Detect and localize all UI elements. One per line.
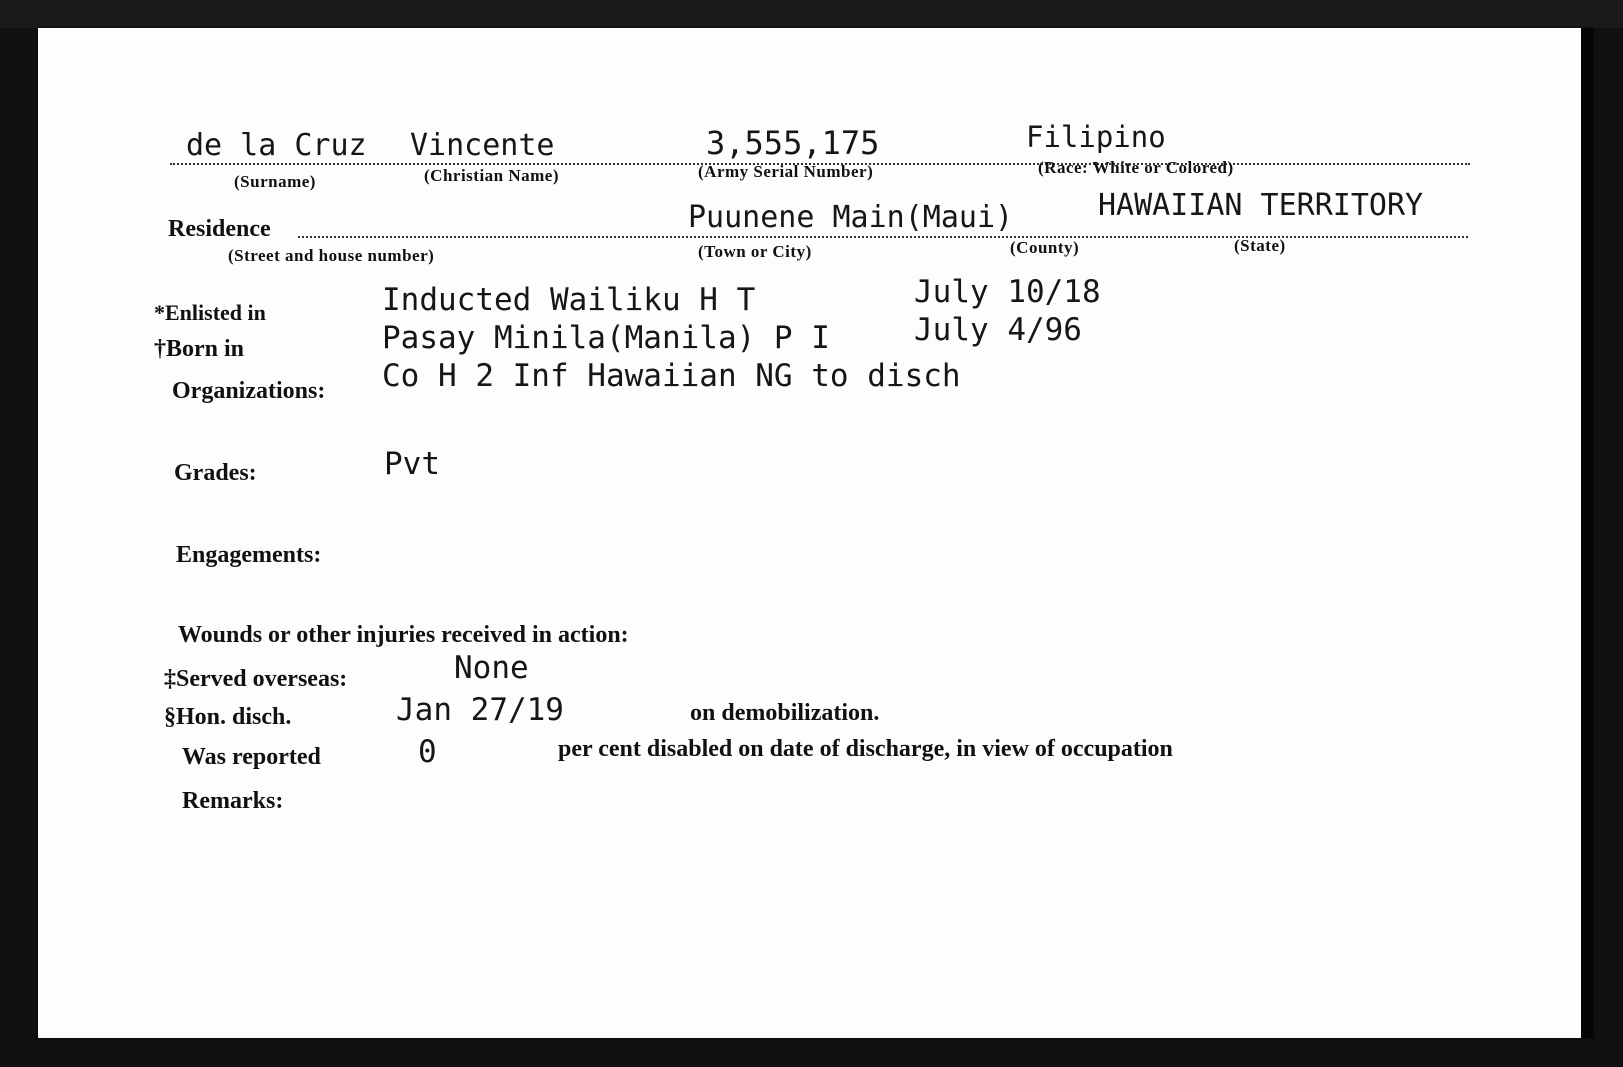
town-caption: (Town or City) — [698, 242, 812, 261]
born-value: Pasay Minila(Manila) P I — [382, 320, 830, 356]
service-record-card — [38, 28, 1593, 1038]
overseas-label: ‡Served overseas: — [164, 666, 348, 692]
scan-border-top — [0, 0, 1623, 28]
overseas-value: None — [454, 650, 529, 686]
grades-label: Grades: — [174, 460, 257, 486]
residence-label: Residence — [168, 216, 271, 242]
discharge-value: Jan 27/19 — [396, 692, 564, 728]
born-date: July 4/96 — [914, 312, 1082, 348]
residence-town-value: Puunene Main(Maui) — [688, 200, 1014, 235]
enlisted-value: Inducted Wailiku H T — [382, 282, 756, 318]
residence-dotted-line — [298, 236, 1468, 238]
wounds-label: Wounds or other injuries received in action: — [178, 622, 629, 648]
christian-name-value: Vincente — [410, 128, 555, 163]
reported-label: Was reported — [182, 744, 321, 770]
surname-caption: (Surname) — [234, 172, 316, 191]
organizations-value: Co H 2 Inf Hawaiian NG to disch — [382, 358, 961, 394]
county-caption: (County) — [1010, 238, 1080, 257]
engagements-label: Engagements: — [176, 542, 322, 568]
reported-suffix: per cent disabled on date of discharge, in view of occupation — [558, 736, 1173, 762]
serial-number-value: 3,555,175 — [706, 124, 880, 162]
organizations-label: Organizations: — [172, 378, 326, 404]
card-edge-stripe — [1581, 28, 1593, 1038]
street-caption: (Street and house number) — [228, 246, 435, 265]
remarks-label: Remarks: — [182, 788, 284, 814]
grades-value: Pvt — [384, 446, 440, 482]
state-caption: (State) — [1234, 236, 1286, 255]
born-label: †Born in — [154, 336, 245, 362]
race-value: Filipino — [1026, 120, 1166, 154]
enlisted-date: July 10/18 — [914, 274, 1101, 310]
race-caption: (Race: White or Colored) — [1038, 158, 1234, 177]
christian-name-caption: (Christian Name) — [424, 166, 560, 185]
discharge-suffix: on demobilization. — [690, 700, 880, 726]
discharge-label: §Hon. disch. — [164, 704, 292, 730]
serial-caption: (Army Serial Number) — [698, 162, 874, 181]
enlisted-label: *Enlisted in — [154, 300, 266, 325]
residence-state-value: HAWAIIAN TERRITORY — [1098, 188, 1424, 223]
reported-value: 0 — [418, 734, 437, 770]
surname-value: de la Cruz — [186, 128, 367, 163]
